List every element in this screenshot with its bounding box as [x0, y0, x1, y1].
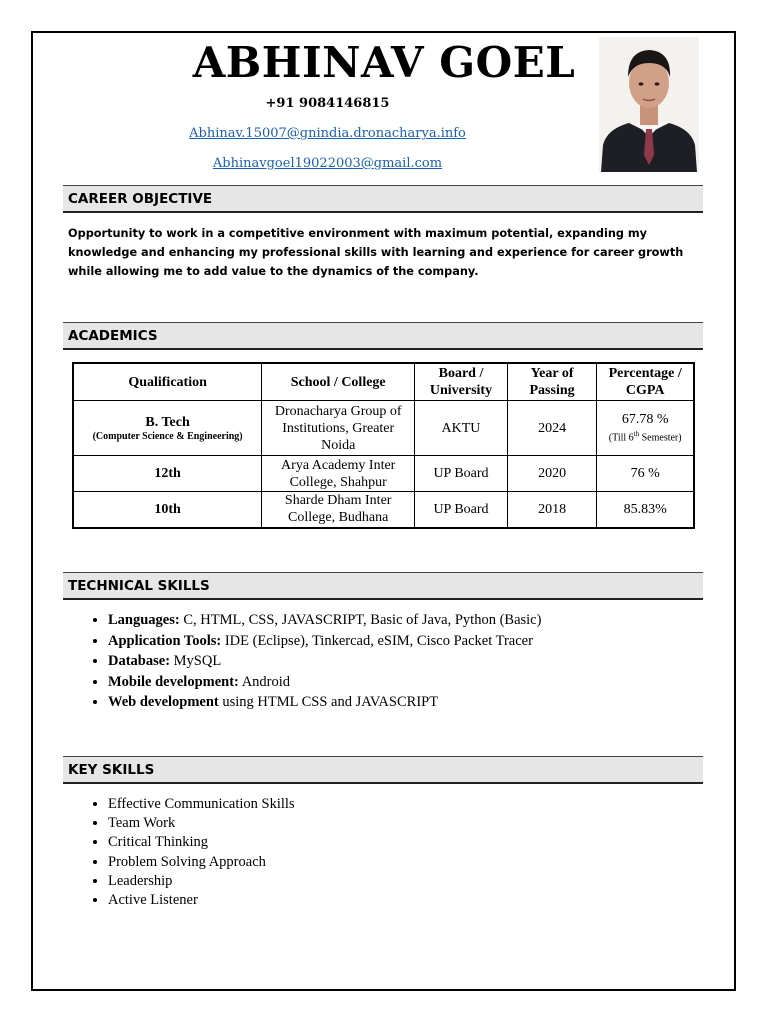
technical-skills-heading: TECHNICAL SKILLS: [63, 572, 703, 600]
list-item: • Web development using HTML CSS and JAVASCRIPT: [108, 692, 541, 713]
year-cell: 2020: [507, 456, 597, 492]
list-item: • Database: MySQL: [108, 651, 541, 672]
column-header: Percentage / CGPA: [597, 363, 694, 401]
school-cell: Arya Academy Inter College, Shahpur: [262, 456, 415, 492]
year-cell: 2024: [507, 401, 597, 456]
career-objective-heading: CAREER OBJECTIVE: [63, 185, 703, 213]
academics-table: [72, 362, 695, 529]
column-header: Year of Passing: [507, 363, 597, 401]
list-item: • Mobile development: Android: [108, 672, 541, 693]
score-cell: 85.83%: [597, 492, 694, 528]
table-row: [73, 401, 694, 456]
board-cell: UP Board: [415, 492, 508, 528]
candidate-name: ABHINAV GOEL: [192, 38, 576, 87]
key-skills-list: [68, 795, 295, 910]
profile-photo: [599, 37, 699, 172]
technical-skills-list: [68, 610, 541, 713]
table-row: [73, 492, 694, 528]
score-cell: 76 %: [597, 456, 694, 492]
board-cell: AKTU: [415, 401, 508, 456]
key-skills-heading: KEY SKILLS: [63, 756, 703, 784]
email-link-secondary[interactable]: Abhinavgoel19022003@gmail.com: [212, 156, 443, 171]
school-cell: Dronacharya Group of Institutions, Greater Noida: [262, 401, 415, 456]
qualification: B. Tech: [145, 414, 190, 430]
list-item: • Leadership: [108, 872, 295, 891]
phone-number: +91 9084146815: [265, 96, 390, 111]
column-header: School / College: [262, 363, 415, 401]
score: 67.78 %: [621, 412, 669, 428]
board-cell: UP Board: [415, 456, 508, 492]
list-item: • Problem Solving Approach: [108, 853, 295, 872]
list-item: • Effective Communication Skills: [108, 795, 295, 814]
list-item: • Active Listener: [108, 891, 295, 910]
academics-heading: ACADEMICS: [63, 322, 703, 350]
qualification-cell: 10th: [73, 492, 262, 528]
table-row: [73, 456, 694, 492]
score-cell: [597, 401, 694, 456]
year-cell: 2018: [507, 492, 597, 528]
list-item: • Languages: C, HTML, CSS, JAVASCRIPT, Basic of Java, Python (Basic): [108, 610, 541, 631]
column-header: Qualification: [73, 363, 262, 401]
list-item: • Critical Thinking: [108, 833, 295, 852]
score-note: (Till 6th Semester): [608, 430, 682, 444]
qualification-cell: [73, 401, 262, 456]
table-header-row: [73, 363, 694, 401]
qualification-branch: (Computer Science & Engineering): [92, 430, 243, 442]
list-item: • Application Tools: IDE (Eclipse), Tinkercad, eSIM, Cisco Packet Tracer: [108, 631, 541, 652]
qualification-cell: 12th: [73, 456, 262, 492]
column-header: Board / University: [415, 363, 508, 401]
email-link-primary[interactable]: Abhinav.15007@gnindia.dronacharya.info: [189, 126, 466, 141]
school-cell: Sharde Dham Inter College, Budhana: [262, 492, 415, 528]
career-objective-text: Opportunity to work in a competitive environment with maximum potential, expanding my knowledge and enhancing my professional skills with learning and experience for career growth while allowing me to add value to the dynamics of the company.: [68, 227, 684, 278]
list-item: • Team Work: [108, 814, 295, 833]
